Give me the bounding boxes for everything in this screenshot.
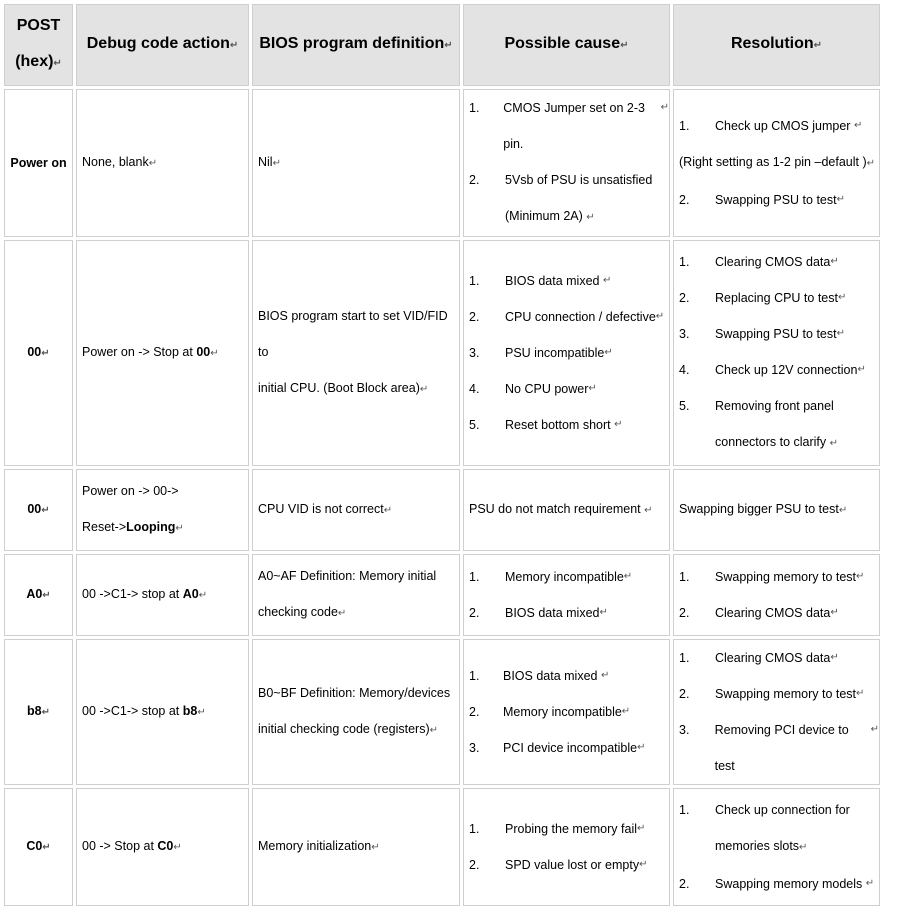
table-row <box>4 788 880 906</box>
table-row <box>4 639 880 785</box>
post-code-cell: C0↵ <box>4 788 73 906</box>
post-code-cell: 00↵ <box>4 469 73 551</box>
bios-cell: Nil↵ <box>252 89 460 237</box>
action-cell: 00 ->C1-> stop at A0↵ <box>76 554 249 636</box>
cause-cell: 1. BIOS data mixed ↵ 2. Memory incompatible ↵ 3. PCI device incompatible ↵ <box>463 639 670 785</box>
header-debug: Debug code action↵ <box>76 4 249 86</box>
table-row <box>4 89 880 237</box>
cause-cell: 1. BIOS data mixed ↵ 2. CPU connection / defective ↵ 3. PSU incompatible ↵ 4. No CPU power ↵ 5. Reset bottom short ↵ <box>463 240 670 466</box>
header-resolution: Resolution↵ <box>673 4 880 86</box>
cause-cell: 1. CMOS Jumper set on 2-3 pin. ↵ 2. 5Vsb of PSU is unsatisfied (Minimum 2A) ↵ <box>463 89 670 237</box>
table-row <box>4 469 880 551</box>
action-cell: 00 ->C1-> stop at b8↵ <box>76 639 249 785</box>
header-row <box>4 4 880 86</box>
bios-cell: B0~BF Definition: Memory/devices initial checking code (registers)↵ <box>252 639 460 785</box>
resolution-cell: 1. Check up connection for memories slots↵ 2. Swapping memory models ↵ <box>673 788 880 906</box>
resolution-cell: Swapping bigger PSU to test↵ <box>673 469 880 551</box>
post-code-cell: b8↵ <box>4 639 73 785</box>
header-post: POST (hex)↵ <box>4 4 73 86</box>
cause-cell: PSU do not match requirement ↵ <box>463 469 670 551</box>
bios-cell: CPU VID is not correct↵ <box>252 469 460 551</box>
cause-cell: 1. Probing the memory fail ↵ 2. SPD value lost or empty ↵ <box>463 788 670 906</box>
header-bios: BIOS program definition↵ <box>252 4 460 86</box>
header-cause: Possible cause↵ <box>463 4 670 86</box>
resolution-cell: 1. Check up CMOS jumper ↵ (Right setting as 1-2 pin –default )↵ 2. Swapping PSU to test ↵ <box>673 89 880 237</box>
action-cell: Power on -> 00-> Reset->Looping↵ <box>76 469 249 551</box>
bios-cell: A0~AF Definition: Memory initial checking code↵ <box>252 554 460 636</box>
resolution-cell: 1. Clearing CMOS data ↵ 2. Replacing CPU to test ↵ 3. Swapping PSU to test ↵ 4. Check up 12V connection ↵ 5. Removing front panel connectors to clarify ↵ <box>673 240 880 466</box>
table-row <box>4 240 880 466</box>
action-cell: Power on -> Stop at 00↵ <box>76 240 249 466</box>
bios-cell: BIOS program start to set VID/FID to initial CPU. (Boot Block area)↵ <box>252 240 460 466</box>
post-code-table <box>1 1 883 909</box>
action-cell: None, blank↵ <box>76 89 249 237</box>
bios-cell: Memory initialization↵ <box>252 788 460 906</box>
table-row <box>4 554 880 636</box>
post-code-cell: 00↵ <box>4 240 73 466</box>
cause-cell: 1. Memory incompatible ↵ 2. BIOS data mixed ↵ <box>463 554 670 636</box>
post-code-cell: A0↵ <box>4 554 73 636</box>
action-cell: 00 -> Stop at C0↵ <box>76 788 249 906</box>
resolution-cell: 1. Clearing CMOS data ↵ 2. Swapping memory to test ↵ 3. Removing PCI device to test ↵ <box>673 639 880 785</box>
resolution-cell: 1. Swapping memory to test ↵ 2. Clearing CMOS data ↵ <box>673 554 880 636</box>
post-code-cell: Power on <box>4 89 73 237</box>
